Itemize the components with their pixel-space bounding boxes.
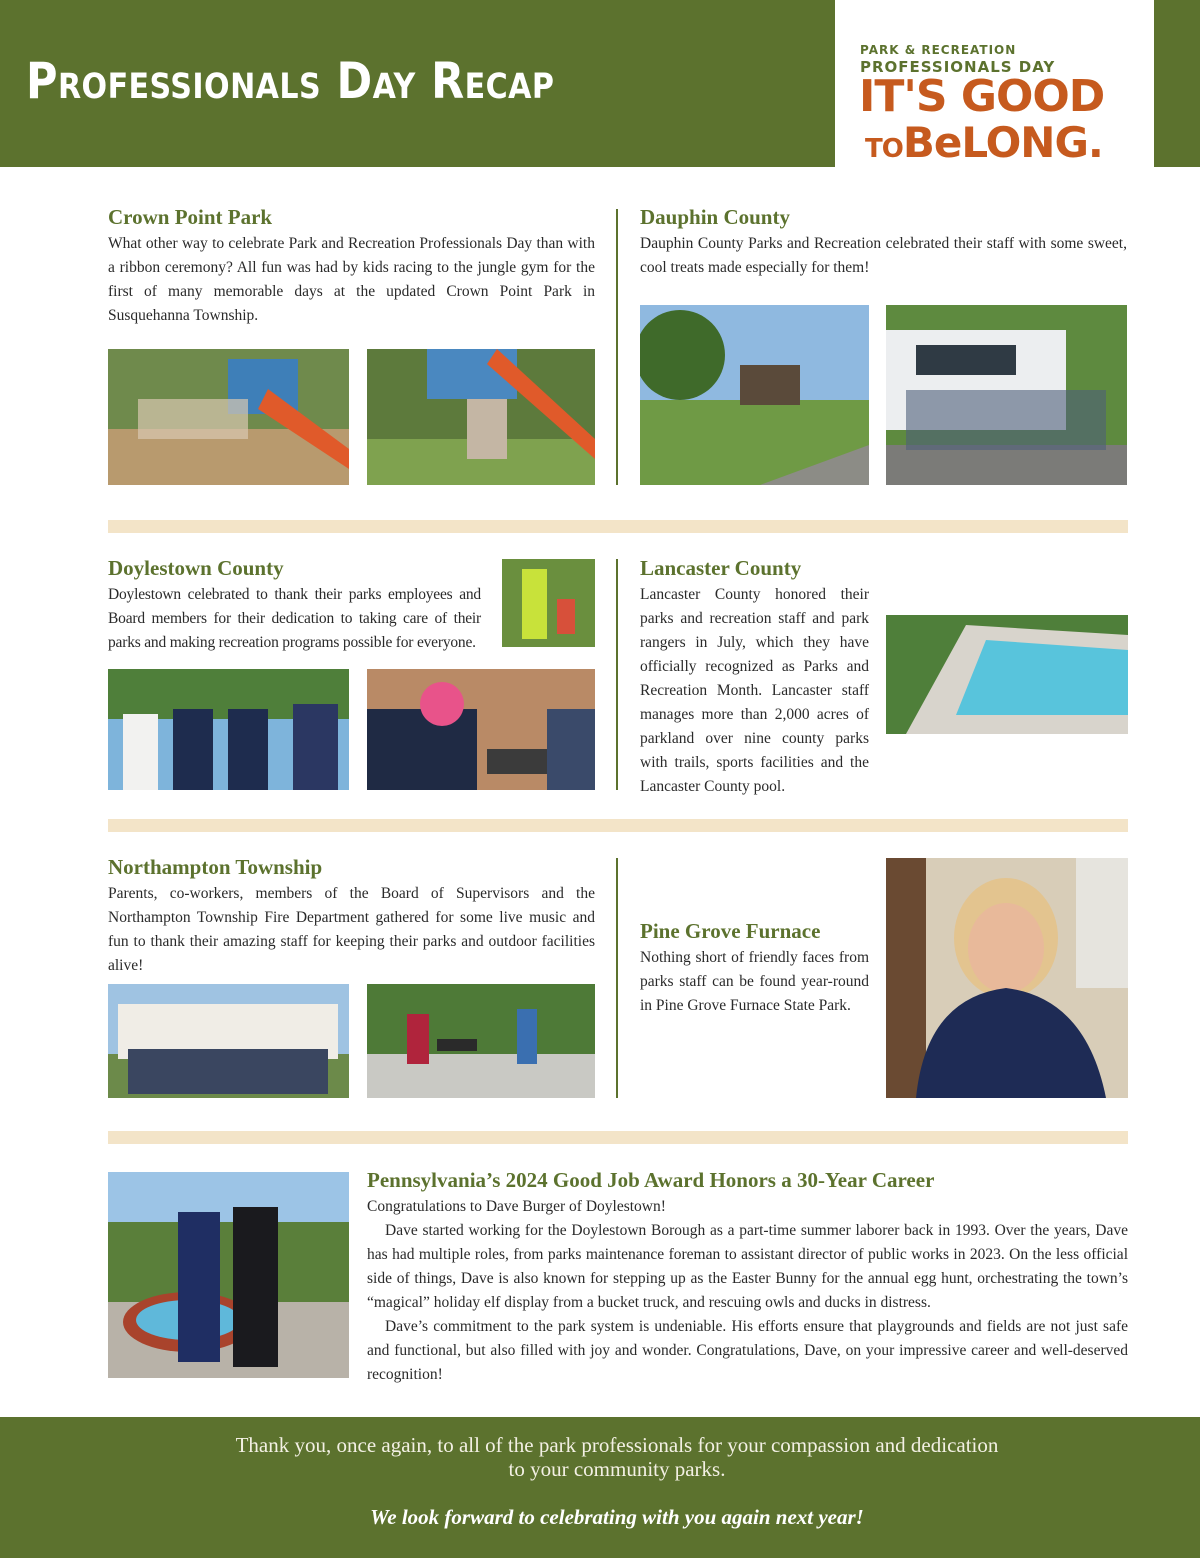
footer-thanks-line-2: to your community parks.: [508, 1457, 726, 1481]
section-body-northampton: Parents, co-workers, members of the Board of Supervisors and the Northampton Township Fire Department gathered for some live music and fun to thank their amazing staff for keeping their parks and outdoor facilities alive!: [108, 885, 595, 974]
column-divider: [616, 559, 618, 790]
column-divider: [616, 209, 618, 485]
section-body-crown-point: What other way to celebrate Park and Recreation Professionals Day than with a ribbon ceremony? All fun was had by kids racing to the jungle gym for the first of many memorable days at the updated Crown Point Park in Susquehanna Township.: [108, 235, 595, 324]
section-title-lancaster: Lancaster County: [640, 556, 802, 580]
logo-line-3: IT'S GOOD: [859, 71, 1105, 122]
section-title-dauphin: Dauphin County: [640, 205, 790, 229]
footer-closing: We look forward to celebrating with you again next year!: [370, 1505, 864, 1529]
section-divider-band: [108, 520, 1128, 533]
section-body-doylestown: Doylestown celebrated to thank their parks employees and Board members for their dedication to taking care of their parks and making recreation programs possible for everyone.: [108, 586, 481, 651]
live-music-photo: [367, 984, 595, 1098]
park-lawn-photo: [640, 305, 869, 485]
footer-thanks: [0, 1433, 1200, 1481]
section-title-crown-point: Crown Point Park: [108, 205, 273, 229]
ribbon-ceremony-photo: [108, 349, 349, 485]
column-divider: [616, 858, 618, 1098]
section-body-lancaster: Lancaster County honored their parks and recreation staff and park rangers in July, which they have officially recognized as Parks and Recreation Month. Lancaster staff manages more than 2,000 acres of parkland over nine county parks with trails, sports facilities and the Lancaster County pool.: [640, 586, 869, 795]
footer-thanks-line-1: Thank you, once again, to all of the park professionals for your compassion and dedication: [235, 1433, 999, 1457]
logo-line-4: [865, 118, 1103, 170]
logo-line-1: PARK & RECREATION: [860, 43, 1017, 57]
award-intro: Congratulations to Dave Burger of Doylestown!: [367, 1198, 666, 1215]
township-staff-group-photo: [108, 984, 349, 1098]
kids-racing-photo: [367, 349, 595, 485]
section-title-award: Pennsylvania’s 2024 Good Job Award Honors a 30-Year Career: [367, 1168, 935, 1192]
section-title-northampton: Northampton Township: [108, 855, 323, 879]
section-body-pine-grove: Nothing short of friendly faces from parks staff can be found year-round in Pine Grove Furnace State Park.: [640, 949, 869, 1014]
logo-line-2: PROFESSIONALS DAY: [860, 58, 1056, 76]
section-divider-band: [108, 819, 1128, 832]
award-presentation-photo: [108, 1172, 349, 1378]
pool-staff-photo: [108, 669, 349, 790]
event-logo: [835, 0, 1154, 167]
chess-program-photo: [367, 669, 595, 790]
staff-with-kids-photo: [502, 559, 595, 647]
award-paragraph-1: Dave started working for the Doylestown Borough as a part-time summer laborer back in 1993. Over the years, Dave has had multiple roles, from parks maintenance foreman to assistant director of public works in 2023. On the less official side of things, Dave is also known for stepping up as the Easter Bunny for the annual egg hunt, orchestrating the town’s “magical” holiday elf display from a bucket truck, and rescuing owls and ducks in distress.: [367, 1222, 1128, 1311]
logo-line-4-small: TO: [865, 134, 903, 164]
section-title-pine-grove: Pine Grove Furnace: [640, 919, 821, 943]
award-article: [367, 1195, 1128, 1387]
county-pool-aerial-photo: [886, 615, 1128, 734]
logo-line-4-big: BeLONG.: [902, 118, 1103, 167]
page-title: Professionals Day Recap: [26, 52, 555, 110]
section-divider-band: [108, 1131, 1128, 1144]
treat-truck-photo: [886, 305, 1127, 485]
section-title-doylestown: Doylestown County: [108, 556, 284, 580]
section-body-dauphin: Dauphin County Parks and Recreation celebrated their staff with some sweet, cool treats made especially for them!: [640, 235, 1127, 276]
staff-portrait-photo: [886, 858, 1128, 1098]
award-paragraph-2: Dave’s commitment to the park system is undeniable. His efforts ensure that playgrounds and fields are not just safe and functional, but also filled with joy and wonder. Congratulations, Dave, on your impressive career and well-deserved recognition!: [367, 1318, 1128, 1383]
